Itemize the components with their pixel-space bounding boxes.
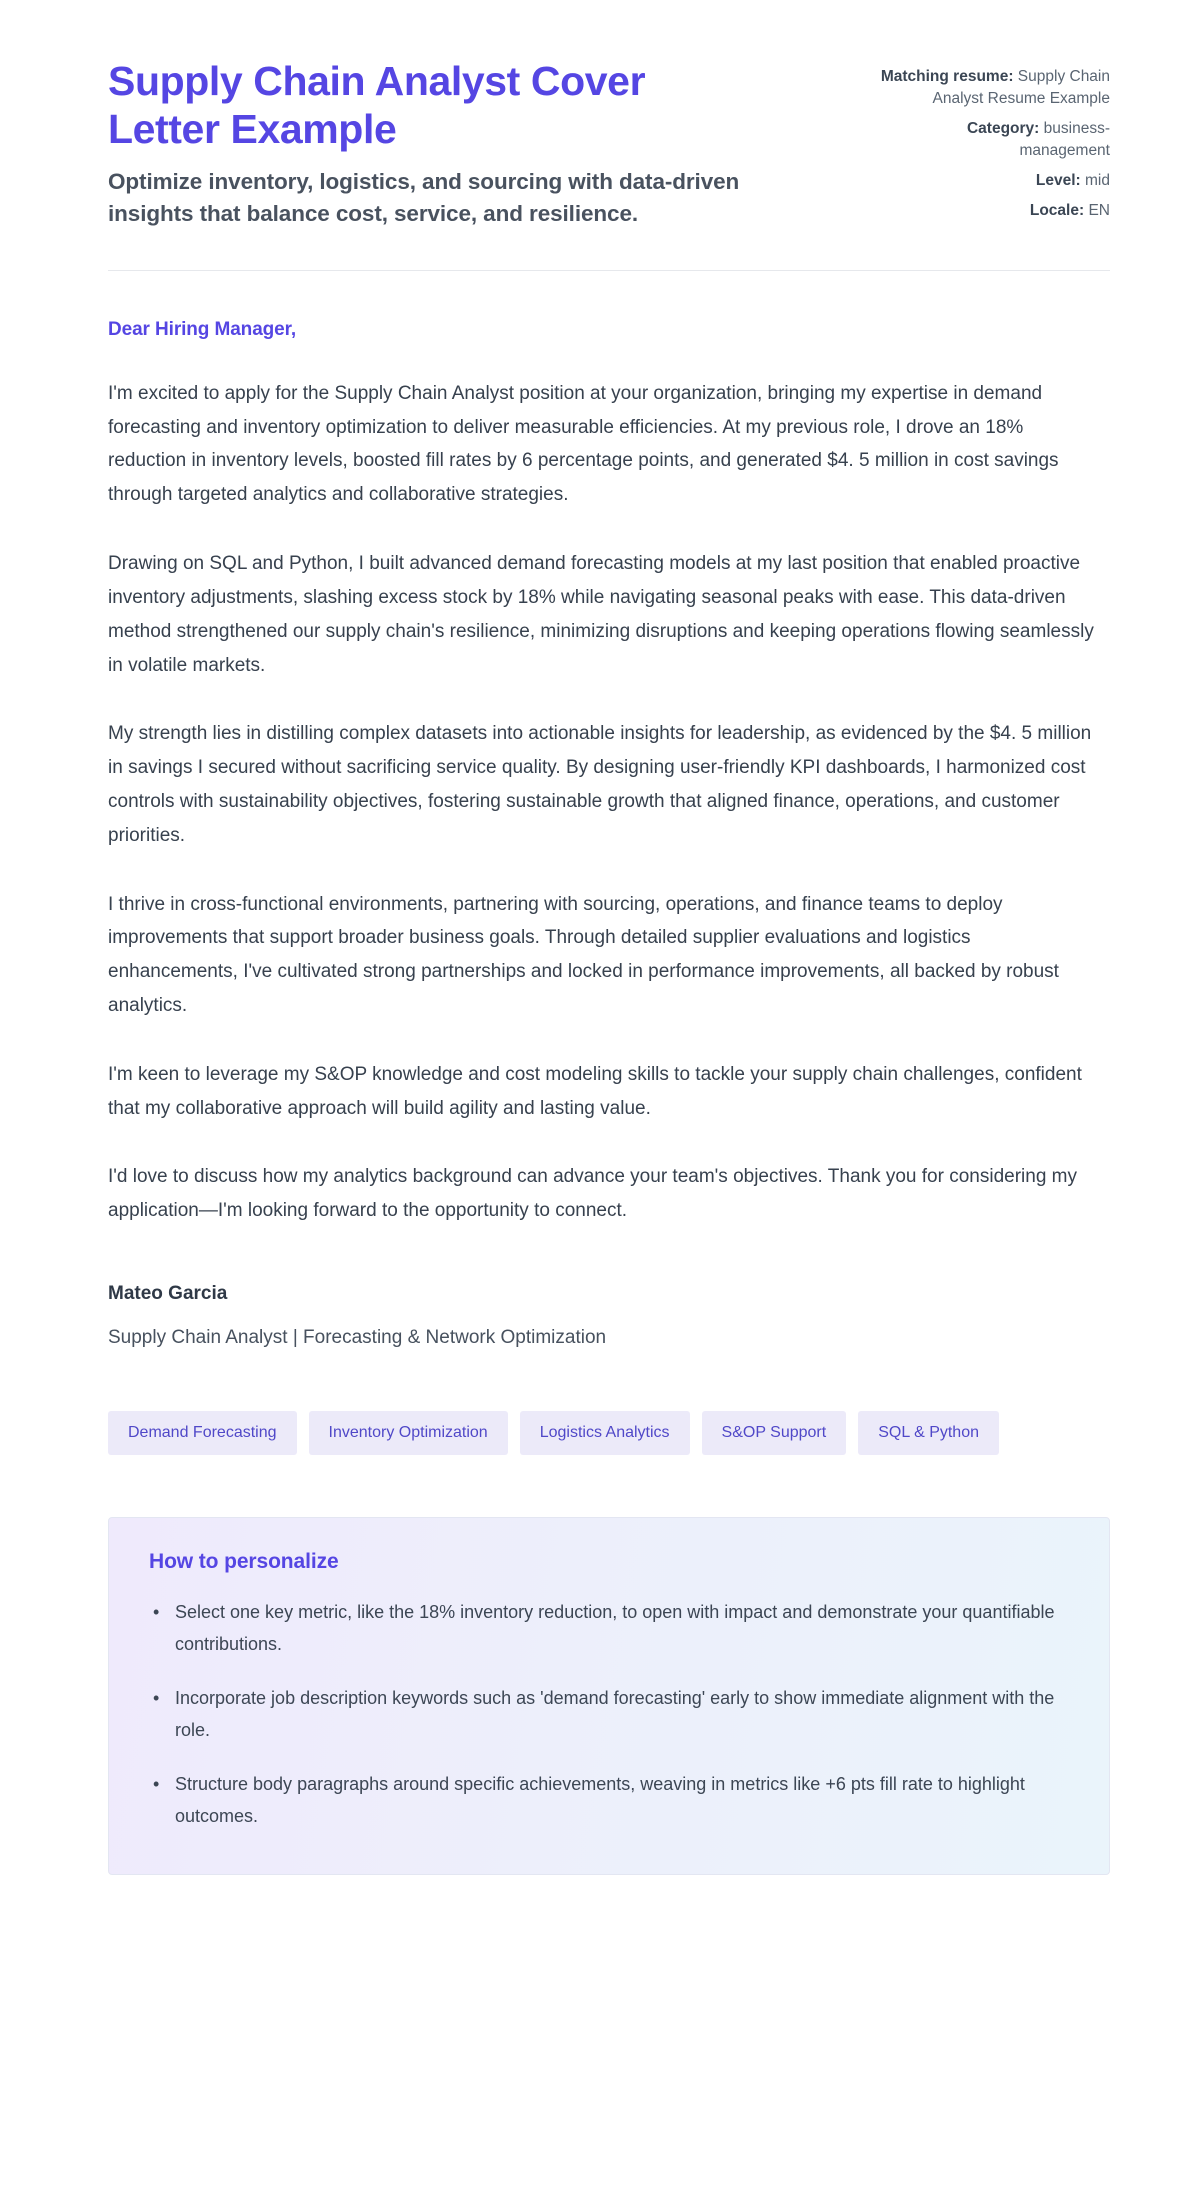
signature-block — [108, 1283, 1110, 1349]
letter-paragraph: Drawing on SQL and Python, I built advanced demand forecasting models at my last position that enabled proactive inventory adjustments, slashing excess stock by 18% while navigating seasonal peaks with ease. This data-driven method strengthened our supply chain's resilience, minimizing disruptions and keeping operations flowing seamlessly in volatile markets. — [108, 553, 1094, 676]
callout-list-item — [153, 1682, 1069, 1746]
meta-category-value: business-management — [1019, 120, 1110, 159]
document-header — [108, 0, 1110, 230]
meta-category-label: Category: — [966, 120, 1040, 137]
letter-body — [108, 271, 1110, 1349]
letter-paragraph: My strength lies in distilling complex datasets into actionable insights for leadership, as evidenced by the $4. 5 million in savings I secured without sacrificing service quality. By designing user-friendly KPI dashboards, I harmonized cost controls with sustainability objectives, fostering sustainable growth that aligned finance, operations, and customer priorities. — [108, 723, 1092, 846]
meta-locale — [880, 200, 1110, 222]
meta-level — [880, 170, 1110, 192]
meta-matching-resume-value: Supply Chain Analyst Resume Example — [932, 68, 1110, 107]
callout-list-item-text: Incorporate job description keywords such as 'demand forecasting' early to show immediate alignment with the role. — [175, 1688, 1055, 1741]
skill-tag[interactable]: S&OP Support — [702, 1411, 847, 1455]
bullet-icon: • — [153, 1688, 160, 1709]
letter-paragraph: I'm excited to apply for the Supply Chain Analyst position at your organization, bringing my expertise in demand forecasting and inventory optimization to deliver measurable efficiencies. At my previous role, I drove an 18% reduction in inventory levels, boosted fill rates by 6 percentage points, and generated $4. 5 million in cost savings through targeted analytics and collaborative strategies. — [108, 382, 1059, 506]
skill-tag[interactable]: Demand Forecasting — [108, 1411, 297, 1455]
meta-level-value: mid — [1085, 172, 1110, 189]
signature-name: Mateo Garcia — [108, 1283, 228, 1305]
header-title-group — [108, 58, 808, 230]
meta-matching-resume-label: Matching resume: — [880, 68, 1014, 85]
skill-tag[interactable]: Inventory Optimization — [309, 1411, 508, 1455]
signature-role: Supply Chain Analyst | Forecasting & Network Optimization — [108, 1327, 607, 1349]
callout-list-item-text: Select one key metric, like the 18% inventory reduction, to open with impact and demonstrate your quantifiable contributions. — [175, 1602, 1055, 1655]
callout-list-item — [153, 1768, 1069, 1832]
personalize-callout — [108, 1517, 1110, 1875]
bullet-icon: • — [153, 1602, 160, 1623]
letter-paragraph: I'd love to discuss how my analytics background can advance your team's objectives. Thank you for considering my application—I'm looking forward to the opportunity to connect. — [108, 1166, 1077, 1222]
letter-paragraph: I'm keen to leverage my S&OP knowledge and cost modeling skills to tackle your supply chain challenges, confident that my collaborative approach will build agility and lasting value. — [108, 1063, 1082, 1119]
page-subtitle: Optimize inventory, logistics, and sourcing with data-driven insights that balance cost, service, and resilience. — [108, 168, 740, 226]
meta-category — [880, 118, 1110, 162]
meta-locale-value: EN — [1088, 202, 1110, 219]
callout-bullet-list — [149, 1596, 1069, 1832]
skill-tag-list — [108, 1411, 1110, 1455]
page-title: Supply Chain Analyst Cover Letter Example — [108, 58, 646, 152]
document-metadata — [880, 58, 1110, 224]
callout-title: How to personalize — [149, 1550, 339, 1574]
letter-salutation: Dear Hiring Manager, — [108, 318, 297, 340]
bullet-icon: • — [153, 1774, 160, 1795]
letter-paragraph: I thrive in cross-functional environments, partnering with sourcing, operations, and finance teams to deploy improvements that support broader business goals. Through detailed supplier evaluations and logistics enhancements, I've cultivated strong partnerships and locked in performance improvements, all backed by robust analytics. — [108, 893, 1059, 1016]
skill-tag[interactable]: Logistics Analytics — [520, 1411, 690, 1455]
meta-level-label: Level: — [1035, 172, 1081, 189]
meta-matching-resume — [880, 66, 1110, 110]
skill-tag[interactable]: SQL & Python — [858, 1411, 999, 1455]
callout-list-item — [153, 1596, 1069, 1660]
meta-locale-label: Locale: — [1029, 202, 1085, 219]
callout-list-item-text: Structure body paragraphs around specific achievements, weaving in metrics like +6 pts fill rate to highlight outcomes. — [175, 1774, 1025, 1827]
